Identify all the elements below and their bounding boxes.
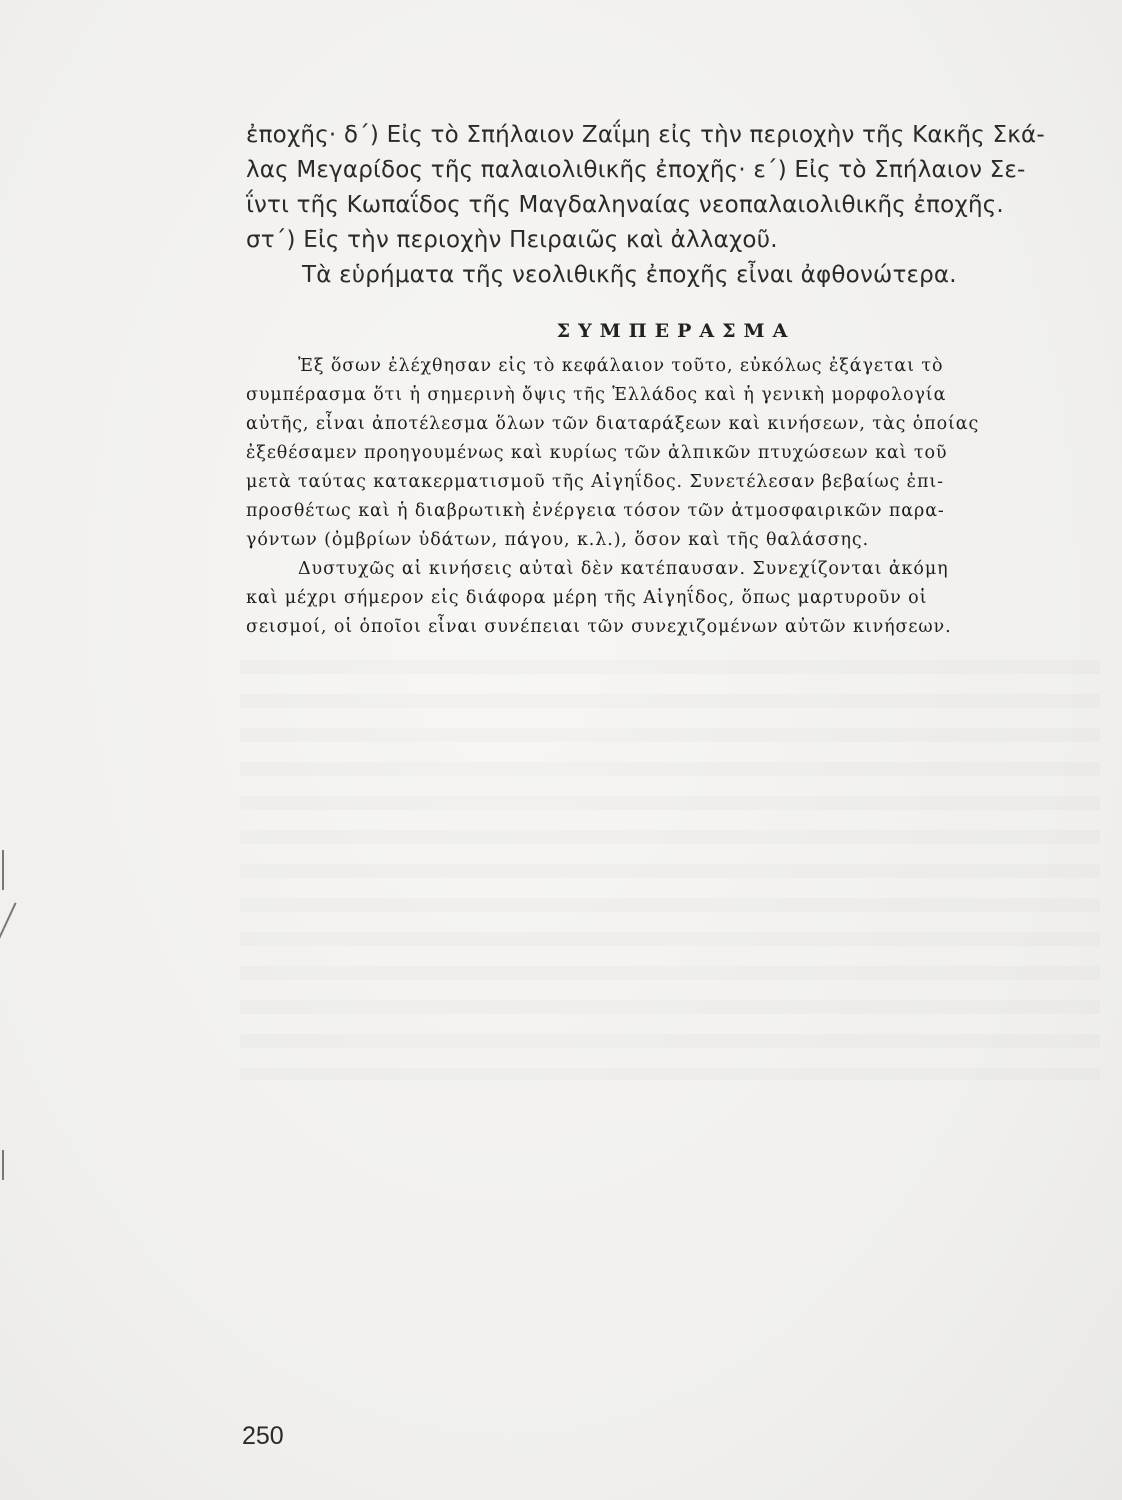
- page-number: 250: [242, 1422, 284, 1450]
- bleed-through-texture: [240, 660, 1100, 1080]
- scan-edge-mark: [2, 850, 4, 890]
- text-line: καὶ μέχρι σήμερον εἰς διάφορα μέρη τῆς Αἰγηΐδος, ὅπως μαρτυροῦν οἱ: [246, 588, 928, 608]
- text-line: ἐποχῆς· δ΄) Εἰς τὸ Σπήλαιον Ζαΐμη εἰς τὴν περιοχὴν τῆς Κακῆς Σκά-: [246, 122, 1045, 148]
- text-line: λας Μεγαρίδος τῆς παλαιολιθικῆς ἐποχῆς· ε΄) Εἰς τὸ Σπήλαιον Σε-: [246, 157, 1026, 183]
- conclusion-paragraph: [246, 352, 1106, 642]
- text-line: ΐντι τῆς Κωπαΐδος τῆς Μαγδαληναίας νεοπαλαιολιθικῆς ἐποχῆς.: [246, 192, 1004, 218]
- text-line: μετὰ ταύτας κατακερματισμοῦ τῆς Αἰγηΐδος. Συνετέλεσαν βεβαίως ἐπι-: [246, 472, 944, 492]
- scan-edge-mark: [2, 1150, 4, 1180]
- section-heading: ΣΥΜΠΕΡΑΣΜΑ: [556, 320, 796, 342]
- text-line: συμπέρασμα ὅτι ἡ σημερινὴ ὄψις τῆς Ἑλλάδος καὶ ἡ γενικὴ μορφολογία: [246, 385, 947, 405]
- text-line: Τὰ εὑρήματα τῆς νεολιθικῆς ἐποχῆς εἶναι ἀφθονώτερα.: [302, 262, 957, 288]
- text-line: γόντων (ὀμβρίων ὑδάτων, πάγου, κ.λ.), ὅσον καὶ τῆς θαλάσσης.: [246, 530, 870, 550]
- scan-edge-mark: [0, 902, 17, 957]
- top-paragraph: [246, 118, 1106, 293]
- text-line: σεισμοί, οἱ ὁποῖοι εἶναι συνέπειαι τῶν συνεχιζομένων αὐτῶν κινήσεων.: [246, 617, 952, 637]
- text-line: Ἐξ ὅσων ἐλέχθησαν εἰς τὸ κεφάλαιον τοῦτο, εὐκόλως ἐξάγεται τὸ: [298, 356, 944, 376]
- text-line: προσθέτως καὶ ἡ διαβρωτικὴ ἐνέργεια τόσον τῶν ἀτμοσφαιρικῶν παρα-: [246, 501, 945, 521]
- text-line: ἐξεθέσαμεν προηγουμένως καὶ κυρίως τῶν ἀλπικῶν πτυχώσεων καὶ τοῦ: [246, 443, 948, 463]
- text-line: Δυστυχῶς αἱ κινήσεις αὐταὶ δὲν κατέπαυσαν. Συνεχίζονται ἀκόμη: [298, 559, 949, 579]
- text-line: στ΄) Εἰς τὴν περιοχὴν Πειραιῶς καὶ ἀλλαχοῦ.: [246, 227, 778, 253]
- text-line: αὐτῆς, εἶναι ἀποτέλεσμα ὅλων τῶν διαταράξεων καὶ κινήσεων, τὰς ὁποίας: [246, 414, 980, 434]
